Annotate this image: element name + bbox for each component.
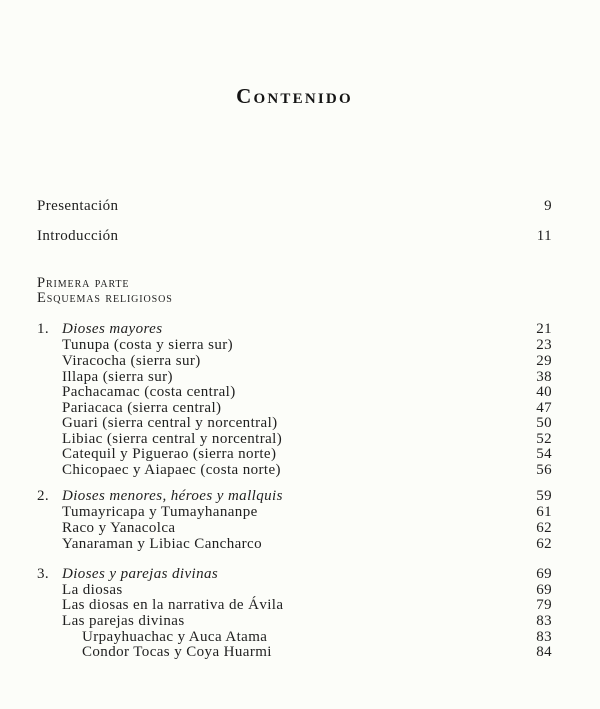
toc-page-number: 59 [536, 488, 552, 504]
chapter-title: Dioses y parejas divinas [62, 566, 219, 582]
toc-page-number: 38 [536, 369, 552, 385]
toc-page-number: 9 [544, 198, 552, 214]
toc-page-number: 62 [536, 536, 552, 552]
toc-entry-label: Condor Tocas y Coya Huarmi [82, 644, 272, 660]
chapter-title: Dioses mayores [62, 321, 163, 337]
toc-entry [37, 353, 552, 370]
toc-page-number: 54 [536, 446, 552, 462]
toc-chapter-row [37, 566, 552, 583]
toc-entry [37, 536, 552, 553]
toc-page-number: 84 [536, 644, 552, 660]
chapter-number: 2. [37, 488, 50, 504]
toc-entry-label: Guari (sierra central y norcentral) [62, 415, 278, 431]
chapter-number: 3. [37, 566, 50, 582]
toc-entry-label: Raco y Yanacolca [62, 520, 176, 536]
toc-entry [37, 644, 552, 661]
toc-entry [37, 198, 552, 215]
toc-entry-label: Catequil y Piguerao (sierra norte) [62, 446, 277, 462]
toc-page-number: 69 [536, 582, 552, 598]
toc-chapter-row [37, 488, 552, 505]
toc-entry [37, 504, 552, 521]
toc-entry [37, 462, 552, 479]
toc-chapter-row [37, 321, 552, 338]
part-heading-line1: Primera parte [37, 275, 130, 291]
part-heading-line2: Esquemas religiosos [37, 290, 173, 306]
toc-page-number: 83 [536, 613, 552, 629]
toc-page-number: 29 [536, 353, 552, 369]
toc-entry-label: Viracocha (sierra sur) [62, 353, 201, 369]
toc-entry-label: Libiac (sierra central y norcentral) [62, 431, 283, 447]
toc-entry-label: Urpayhuachac y Auca Atama [82, 629, 268, 645]
toc-page-number: 83 [536, 629, 552, 645]
page-title: Contenido [236, 84, 353, 108]
toc-entry-label: Chicopaec y Aiapaec (costa norte) [62, 462, 281, 478]
toc-page-number: 79 [536, 597, 552, 613]
toc-entry-label: Introducción [37, 228, 119, 244]
toc-entry [37, 384, 552, 401]
toc-page-number: 52 [536, 431, 552, 447]
toc-entry [37, 597, 552, 614]
toc-entry [37, 446, 552, 463]
toc-page-number: 23 [536, 337, 552, 353]
toc-page-number: 47 [536, 400, 552, 416]
toc-entry-label: Yanaraman y Libiac Cancharco [62, 536, 263, 552]
toc-entry [37, 613, 552, 630]
toc-entry-label [37, 566, 218, 583]
toc-entry-label: Las parejas divinas [62, 613, 185, 629]
toc-entry-label: Pariacaca (sierra central) [62, 400, 222, 416]
toc-entry-label [37, 488, 283, 505]
toc-page-number: 61 [536, 504, 552, 520]
chapter-title: Dioses menores, héroes y mallquis [62, 488, 283, 504]
toc-page-number: 40 [536, 384, 552, 400]
chapter-number: 1. [37, 321, 50, 337]
toc-page-number: 50 [536, 415, 552, 431]
toc-page-number: 56 [536, 462, 552, 478]
toc-entry-label [37, 321, 162, 338]
toc-entry-label: Illapa (sierra sur) [62, 369, 173, 385]
toc-entry [37, 415, 552, 432]
toc-entry-label: Las diosas en la narrativa de Ávila [62, 597, 284, 613]
toc-entry [37, 228, 552, 245]
toc-entry-label: Tunupa (costa y sierra sur) [62, 337, 234, 353]
toc-entry-label: Pachacamac (costa central) [62, 384, 236, 400]
toc-page-number: 11 [536, 228, 552, 244]
toc-page-number: 69 [536, 566, 552, 582]
toc-entry-label: Tumayricapa y Tumayhananpe [62, 504, 258, 520]
toc-page-number: 62 [536, 520, 552, 536]
toc-entry-label: Presentación [37, 198, 119, 214]
toc-entry [37, 337, 552, 354]
toc-entry-label: La diosas [62, 582, 123, 598]
toc-page-number: 21 [536, 321, 552, 337]
toc-entry [37, 520, 552, 537]
